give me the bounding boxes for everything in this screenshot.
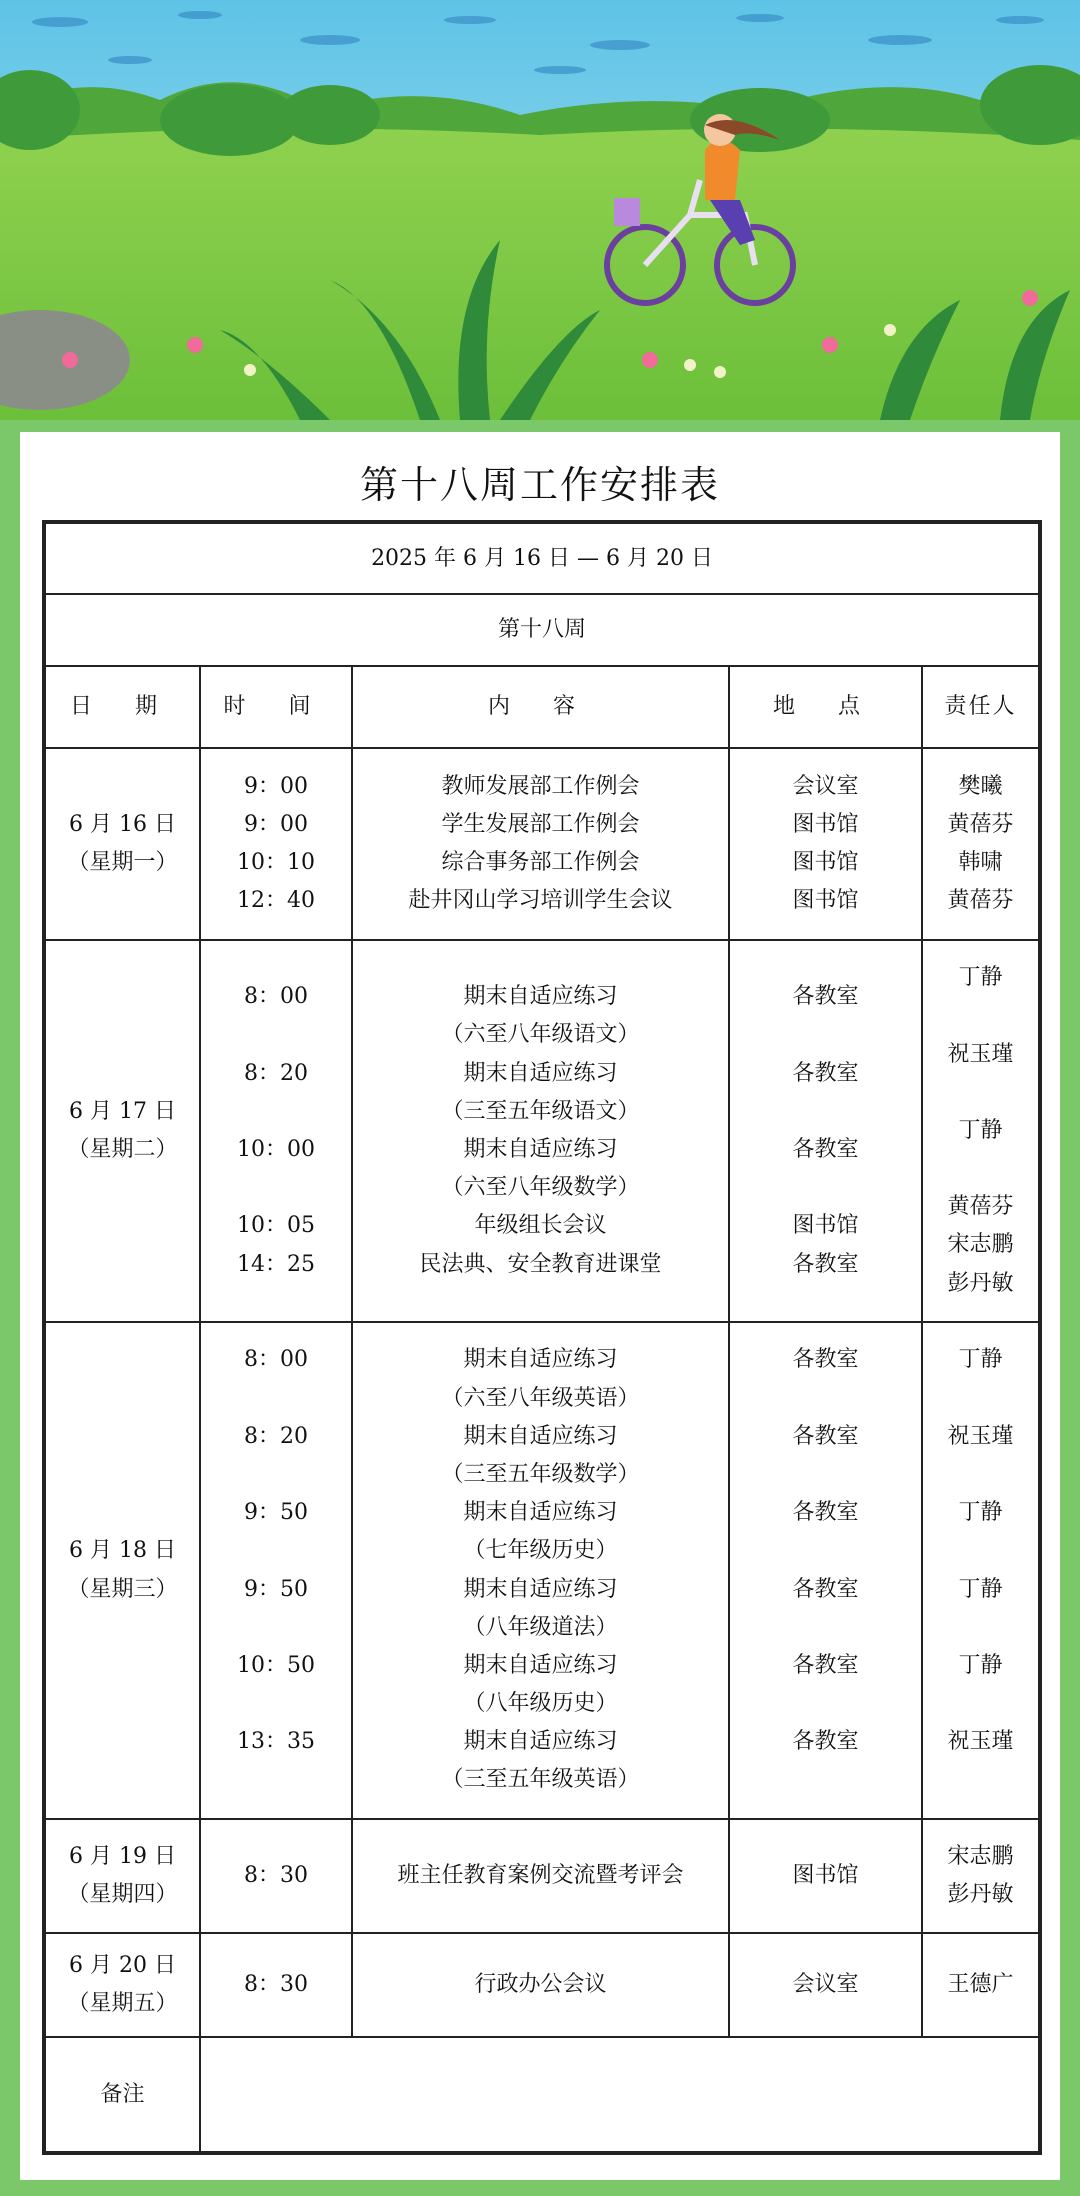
content-value: 期末自适应练习 (463, 1347, 618, 1373)
time-cell (200, 1322, 352, 1819)
person-value: 韩啸 (958, 850, 1003, 875)
person-value: 黄蓓芬 (947, 811, 1014, 837)
time-value: 10：10 (237, 850, 315, 875)
time-value: 8：00 (244, 984, 308, 1010)
place-cell (729, 1933, 922, 2037)
time-value: 8：00 (244, 1347, 308, 1373)
remarks-label: 备注 (44, 2037, 200, 2153)
time-value: 10：00 (237, 1137, 315, 1162)
place-value: 会议室 (792, 1971, 859, 1997)
person-value: 樊曦 (958, 773, 1003, 799)
day-date: 6 月 16 日 (69, 811, 176, 837)
content-cell (352, 1933, 729, 2037)
time-cell (200, 940, 352, 1322)
content-value: 期末自适应练习 (463, 1137, 618, 1162)
content-value: （八年级道法） (463, 1614, 618, 1640)
day-date: 6 月 20 日 (69, 1952, 176, 1978)
header-date: 日 期 (44, 666, 200, 748)
content-value: （六至八年级数学） (441, 1175, 640, 1201)
header-person: 责任人 (922, 666, 1040, 748)
place-value: 各教室 (792, 1423, 859, 1449)
time-cell (200, 748, 352, 940)
person-value: 宋志鹏 (947, 1843, 1014, 1869)
content-value: （六至八年级英语） (441, 1385, 640, 1411)
day-row-wed (44, 1322, 1040, 1819)
header-content: 内 容 (352, 666, 729, 748)
remarks-value (200, 2037, 1040, 2153)
time-value: 8：20 (244, 1423, 308, 1449)
time-value: 12：40 (237, 888, 315, 914)
time-value: 9：50 (244, 1576, 308, 1602)
person-value: 祝玉瑾 (947, 1729, 1014, 1755)
content-value: 民法典、安全教育进课堂 (419, 1251, 662, 1277)
person-value: 丁静 (958, 1652, 1003, 1678)
place-cell (729, 940, 922, 1322)
content-value: 期末自适应练习 (463, 1423, 618, 1449)
content-value: 赴井冈山学习培训学生会议 (408, 888, 673, 914)
person-value: 丁静 (958, 1347, 1003, 1373)
content-value: （六至八年级语文） (441, 1022, 640, 1048)
content-value: 期末自适应练习 (463, 1576, 618, 1602)
content-value: 学生发展部工作例会 (441, 811, 640, 837)
time-cell (200, 1933, 352, 2037)
spring-banner-illustration (0, 0, 1080, 420)
person-value: 丁静 (958, 1117, 1003, 1143)
remarks-row (44, 2037, 1040, 2153)
place-value: 图书馆 (792, 1862, 859, 1888)
time-value: 9：00 (244, 773, 308, 799)
day-date-cell (44, 1933, 200, 2037)
person-cell (922, 748, 1040, 940)
person-value: 黄蓓芬 (947, 1194, 1014, 1220)
schedule-table (42, 520, 1042, 2155)
place-value: 会议室 (792, 773, 859, 799)
week-label: 第十八周 (44, 594, 1040, 666)
day-weekday: （星期五） (67, 1991, 178, 2016)
content-value: 年级组长会议 (474, 1213, 607, 1239)
person-value: 祝玉瑾 (947, 1423, 1014, 1449)
day-date-cell (44, 1322, 200, 1819)
content-value: 期末自适应练习 (463, 1652, 618, 1678)
time-value: 8：30 (244, 1862, 308, 1888)
place-value: 各教室 (792, 1251, 859, 1277)
person-value: 彭丹敏 (947, 1882, 1014, 1907)
time-value: 10：05 (237, 1213, 315, 1239)
day-row-fri (44, 1933, 1040, 2037)
content-value: （八年级历史） (463, 1691, 618, 1717)
day-weekday: （星期三） (67, 1576, 178, 1602)
place-value: 各教室 (792, 1576, 859, 1602)
place-value: 各教室 (792, 1652, 859, 1678)
content-value: 期末自适应练习 (463, 1729, 618, 1755)
content-value: 期末自适应练习 (463, 984, 618, 1010)
time-value: 8：30 (244, 1971, 308, 1997)
person-value: 丁静 (958, 965, 1003, 991)
content-cell (352, 1322, 729, 1819)
place-value: 图书馆 (792, 888, 859, 914)
content-value: 综合事务部工作例会 (441, 850, 640, 875)
time-value: 10：50 (237, 1652, 315, 1678)
person-cell (922, 940, 1040, 1322)
content-value: （三至五年级英语） (441, 1767, 640, 1793)
place-value: 图书馆 (792, 811, 859, 837)
place-value: 图书馆 (792, 850, 859, 875)
date-range-row (44, 522, 1040, 594)
day-weekday: （星期一） (67, 850, 178, 875)
time-value: 8：20 (244, 1060, 308, 1086)
day-row-mon (44, 748, 1040, 940)
person-cell (922, 1322, 1040, 1819)
day-row-tue (44, 940, 1040, 1322)
day-date-cell (44, 748, 200, 940)
day-weekday: （星期四） (67, 1882, 178, 1907)
place-value: 图书馆 (792, 1213, 859, 1239)
content-value: 期末自适应练习 (463, 1060, 618, 1086)
place-value: 各教室 (792, 1060, 859, 1086)
place-value: 各教室 (792, 1347, 859, 1373)
day-date-cell (44, 940, 200, 1322)
place-cell (729, 1322, 922, 1819)
day-date: 6 月 18 日 (69, 1538, 176, 1564)
day-date: 6 月 19 日 (69, 1843, 176, 1869)
time-value: 9：50 (244, 1500, 308, 1526)
person-value: 宋志鹏 (947, 1232, 1014, 1258)
content-value: 期末自适应练习 (463, 1500, 618, 1526)
header-time: 时 间 (200, 666, 352, 748)
person-value: 丁静 (958, 1500, 1003, 1526)
content-cell (352, 940, 729, 1322)
content-value: 班主任教育案例交流暨考评会 (397, 1862, 684, 1888)
person-cell (922, 1933, 1040, 2037)
content-value: （三至五年级数学） (441, 1461, 640, 1487)
person-cell (922, 1819, 1040, 1933)
content-value: 教师发展部工作例会 (441, 773, 640, 799)
place-value: 各教室 (792, 1729, 859, 1755)
content-cell (352, 1819, 729, 1933)
time-value: 13：35 (237, 1729, 315, 1755)
person-value: 黄蓓芬 (947, 888, 1014, 914)
time-value: 9：00 (244, 811, 308, 837)
content-value: （七年级历史） (463, 1538, 618, 1564)
place-cell (729, 748, 922, 940)
person-value: 彭丹敏 (947, 1270, 1014, 1296)
content-cell (352, 748, 729, 940)
place-value: 各教室 (792, 1137, 859, 1162)
place-cell (729, 1819, 922, 1933)
content-value: 行政办公会议 (474, 1971, 607, 1997)
schedule-card (20, 432, 1060, 2180)
day-date: 6 月 17 日 (69, 1098, 176, 1124)
page-title: 第十八周工作安排表 (359, 463, 720, 507)
person-value: 王德广 (947, 1971, 1014, 1997)
place-value: 各教室 (792, 1500, 859, 1526)
date-range: 2025 年 6 月 16 日 — 6 月 20 日 (44, 522, 1040, 594)
header-place: 地 点 (729, 666, 922, 748)
day-row-thu (44, 1819, 1040, 1933)
time-cell (200, 1819, 352, 1933)
place-value: 各教室 (792, 984, 859, 1010)
table-header-row (44, 666, 1040, 748)
week-label-row (44, 594, 1040, 666)
person-value: 丁静 (958, 1576, 1003, 1602)
content-value: （三至五年级语文） (441, 1098, 640, 1124)
person-value: 祝玉瑾 (947, 1041, 1014, 1067)
day-weekday: （星期二） (67, 1137, 178, 1162)
day-date-cell (44, 1819, 200, 1933)
time-value: 14：25 (237, 1251, 315, 1277)
